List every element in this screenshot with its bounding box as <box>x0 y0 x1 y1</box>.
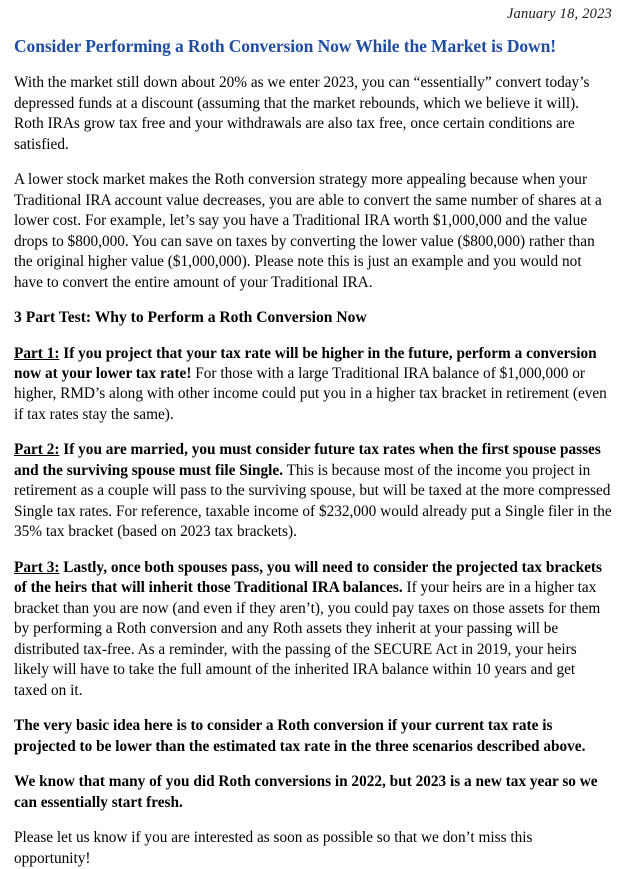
part-3-body-text: If your heirs are in a higher tax bracket than you are now (and even if they aren’t), you could pay taxes on those assets for them by performing a Roth conversion and any Roth assets they inherit at your passing will be distributed tax-free. As a reminder, with the passing of the SECURE Act in 2019, your heirs likely will have to take the full amount of the inherited IRA balance within 10 years and get taxed on it. <box>14 579 601 699</box>
part-1-label: Part 1: <box>14 344 60 362</box>
part-2-paragraph <box>14 440 612 542</box>
section-heading-three-part-test: 3 Part Test: Why to Perform a Roth Conversion Now <box>14 309 367 327</box>
part-3-bold-text: Lastly, once both spouses pass, you will need to consider the projected tax brackets of the heirs that will inherit those Traditional IRA balances. <box>14 558 602 597</box>
part-2-label: Part 2: <box>14 441 60 459</box>
page-title: Consider Performing a Roth Conversion Now While the Market is Down! <box>14 36 556 56</box>
part-3-paragraph <box>14 558 612 701</box>
intro-paragraph: With the market still down about 20% as we enter 2023, you can “essentially” convert today’s depressed funds at a discount (assuming that the market rebounds, which we believe it will). Roth IRAs grow tax free and your withdrawals are also tax free, once certain conditions are satisfied. <box>14 74 590 153</box>
closing-paragraph: Please let us know if you are interested as soon as possible so that we don’t miss this opportunity! <box>14 829 533 867</box>
document-date: January 18, 2023 <box>506 6 612 22</box>
example-paragraph: A lower stock market makes the Roth conversion strategy more appealing because when your Traditional IRA account value decreases, you are able to convert the same number of shares at a lower cost. For example, let’s say you have a Traditional IRA worth $1,000,000 and the value drops to $800,000. You can save on taxes by converting the lower value ($800,000) rather than the original higher value ($1,000,000). Please note this is just an example and you would not have to convert the entire amount of your Traditional IRA. <box>14 171 602 291</box>
note-paragraph: We know that many of you did Roth conversions in 2022, but 2023 is a new tax year so we can essentially start fresh. <box>14 773 598 811</box>
summary-paragraph: The very basic idea here is to consider a Roth conversion if your current tax rate is projected to be lower than the estimated tax rate in the three scenarios described above. <box>14 717 586 755</box>
part-1-paragraph <box>14 344 612 426</box>
part-1-bold-text: If you project that your tax rate will be higher in the future, perform a conversion now at your lower tax rate! <box>14 344 597 382</box>
part-2-body-text: This is because most of the income you project in retirement as a couple will pass to the surviving spouse, but will be taxed at the more compressed Single tax rates. For reference, taxable income of $232,000 would already put a Single filer in the 35% tax bracket (based on 2023 tax brackets). <box>14 461 612 541</box>
part-1-body-text: For those with a large Traditional IRA balance of $1,000,000 or higher, RMD’s along with other income could put you in a higher tax bracket in retirement (even if tax rates stay the same). <box>14 364 607 423</box>
part-3-label: Part 3: <box>14 558 60 576</box>
part-2-bold-text: If you are married, you must consider future tax rates when the first spouse passes and the surviving spouse must file Single. <box>14 441 601 479</box>
